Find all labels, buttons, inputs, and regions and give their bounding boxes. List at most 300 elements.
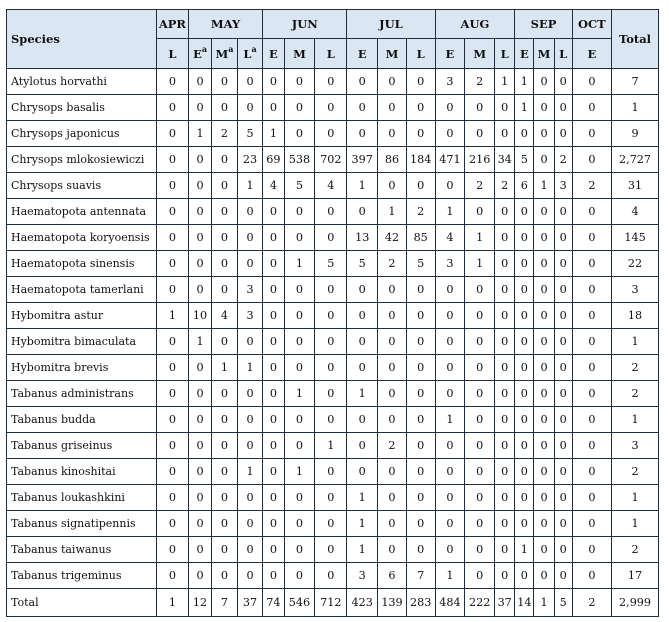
count-cell: 0	[315, 95, 347, 121]
count-cell: 0	[534, 277, 554, 303]
count-cell: 0	[315, 199, 347, 225]
count-cell: 471	[435, 147, 465, 173]
table-row	[7, 485, 659, 511]
count-cell: 0	[495, 433, 515, 459]
count-cell: 1	[347, 485, 378, 511]
count-cell: 0	[406, 69, 435, 95]
count-cell: 0	[465, 381, 495, 407]
row-total: 3	[612, 277, 659, 303]
count-cell: 0	[406, 459, 435, 485]
count-cell: 0	[378, 277, 407, 303]
count-cell: 0	[237, 407, 263, 433]
count-cell: 13	[347, 225, 378, 251]
count-cell: 0	[212, 225, 238, 251]
period-label: E	[269, 46, 278, 61]
count-cell: 0	[554, 537, 572, 563]
count-cell: 0	[315, 225, 347, 251]
count-cell: 0	[534, 147, 554, 173]
column-total-cell: 283	[406, 589, 435, 617]
count-cell: 0	[495, 225, 515, 251]
count-cell: 0	[188, 199, 211, 225]
count-cell: 0	[315, 69, 347, 95]
count-cell: 0	[378, 121, 407, 147]
count-cell: 0	[156, 147, 188, 173]
count-cell: 0	[572, 225, 611, 251]
count-cell: 0	[534, 355, 554, 381]
species-name: Hybomitra brevis	[7, 355, 157, 381]
count-cell: 0	[188, 173, 211, 199]
count-cell: 0	[495, 459, 515, 485]
count-cell: 2	[212, 121, 238, 147]
count-cell: 0	[406, 511, 435, 537]
table-row	[7, 303, 659, 329]
species-name: Tabanus taiwanus	[7, 537, 157, 563]
count-cell: 0	[156, 95, 188, 121]
count-cell: 0	[435, 355, 465, 381]
count-cell: 0	[156, 459, 188, 485]
column-total-cell: 546	[284, 589, 315, 617]
count-cell: 0	[572, 121, 611, 147]
count-cell: 2	[572, 173, 611, 199]
period-label: E	[445, 46, 455, 61]
count-cell: 0	[534, 381, 554, 407]
count-cell: 0	[263, 277, 284, 303]
count-cell: 2	[495, 173, 515, 199]
table-row	[7, 407, 659, 433]
period-label: M	[293, 46, 306, 61]
species-name: Haematopota tamerlani	[7, 277, 157, 303]
count-cell: 0	[263, 329, 284, 355]
count-cell: 0	[406, 381, 435, 407]
count-cell: 3	[554, 173, 572, 199]
count-cell: 0	[435, 485, 465, 511]
count-cell: 0	[212, 199, 238, 225]
count-cell: 0	[156, 537, 188, 563]
count-cell: 0	[572, 355, 611, 381]
table-row	[7, 199, 659, 225]
count-cell: 0	[156, 407, 188, 433]
count-cell: 2	[465, 69, 495, 95]
species-column-header: Species	[7, 10, 157, 69]
species-name: Atylotus horvathi	[7, 69, 157, 95]
count-cell: 0	[465, 511, 495, 537]
period-label: L	[326, 46, 335, 61]
count-cell: 2	[378, 251, 407, 277]
count-cell: 0	[406, 329, 435, 355]
count-cell: 0	[495, 563, 515, 589]
count-cell: 0	[315, 329, 347, 355]
table-container	[6, 9, 659, 613]
count-cell: 1	[435, 199, 465, 225]
count-cell: 0	[378, 95, 407, 121]
column-total-cell: 5	[554, 589, 572, 617]
count-cell: 0	[465, 303, 495, 329]
count-cell: 1	[495, 69, 515, 95]
count-cell: 2	[406, 199, 435, 225]
count-cell: 0	[315, 381, 347, 407]
row-total: 2,727	[612, 147, 659, 173]
count-cell: 0	[515, 381, 534, 407]
count-cell: 0	[284, 485, 315, 511]
species-name: Chrysops suavis	[7, 173, 157, 199]
column-total-cell: 12	[188, 589, 211, 617]
period-header	[435, 39, 465, 69]
period-header	[554, 39, 572, 69]
count-cell: 0	[284, 329, 315, 355]
count-cell: 0	[534, 69, 554, 95]
count-cell: 0	[347, 329, 378, 355]
count-cell: 0	[554, 329, 572, 355]
count-cell: 0	[572, 329, 611, 355]
table-row	[7, 147, 659, 173]
count-cell: 0	[515, 433, 534, 459]
count-cell: 0	[534, 95, 554, 121]
count-cell: 0	[515, 329, 534, 355]
count-cell: 0	[515, 485, 534, 511]
count-cell: 0	[435, 303, 465, 329]
count-cell: 0	[378, 329, 407, 355]
count-cell: 0	[188, 225, 211, 251]
count-cell: 0	[263, 563, 284, 589]
count-cell: 0	[572, 251, 611, 277]
count-cell: 1	[465, 225, 495, 251]
count-cell: 0	[315, 459, 347, 485]
count-cell: 538	[284, 147, 315, 173]
count-cell: 0	[554, 563, 572, 589]
period-header	[347, 39, 378, 69]
species-name: Tabanus kinoshitai	[7, 459, 157, 485]
count-cell: 0	[284, 225, 315, 251]
count-cell: 0	[406, 303, 435, 329]
count-cell: 0	[515, 225, 534, 251]
count-cell: 0	[156, 121, 188, 147]
count-cell: 0	[347, 277, 378, 303]
count-cell: 7	[406, 563, 435, 589]
count-cell: 0	[465, 407, 495, 433]
period-header	[572, 39, 611, 69]
count-cell: 0	[284, 563, 315, 589]
count-cell: 0	[188, 95, 211, 121]
count-cell: 0	[554, 95, 572, 121]
count-cell: 1	[156, 303, 188, 329]
count-cell: 0	[212, 485, 238, 511]
count-cell: 0	[554, 69, 572, 95]
count-cell: 5	[347, 251, 378, 277]
table-row	[7, 277, 659, 303]
row-total: 3	[612, 433, 659, 459]
count-cell: 1	[284, 459, 315, 485]
count-cell: 0	[156, 329, 188, 355]
grand-total: 2,999	[612, 589, 659, 617]
count-cell: 0	[263, 511, 284, 537]
count-cell: 1	[347, 381, 378, 407]
column-total-cell: 37	[495, 589, 515, 617]
column-total-cell: 484	[435, 589, 465, 617]
row-total: 1	[612, 485, 659, 511]
count-cell: 3	[237, 277, 263, 303]
column-total-cell: 1	[534, 589, 554, 617]
count-cell: 0	[263, 199, 284, 225]
count-cell: 0	[572, 199, 611, 225]
count-cell: 0	[156, 433, 188, 459]
count-cell: 0	[188, 407, 211, 433]
count-cell: 0	[212, 563, 238, 589]
count-cell: 0	[188, 147, 211, 173]
month-header-aug: AUG	[435, 10, 515, 39]
count-cell: 0	[156, 381, 188, 407]
count-cell: 0	[534, 433, 554, 459]
count-cell: 0	[572, 563, 611, 589]
count-cell: 0	[188, 485, 211, 511]
count-cell: 0	[284, 121, 315, 147]
period-label: E	[519, 46, 529, 61]
count-cell: 0	[237, 225, 263, 251]
count-cell: 0	[554, 355, 572, 381]
species-name: Chrysops basalis	[7, 95, 157, 121]
species-name: Tabanus griseinus	[7, 433, 157, 459]
row-total: 7	[612, 69, 659, 95]
count-cell: 0	[315, 303, 347, 329]
table-body	[7, 69, 659, 617]
count-cell: 0	[156, 173, 188, 199]
count-cell: 0	[378, 511, 407, 537]
count-cell: 0	[156, 199, 188, 225]
count-cell: 0	[554, 277, 572, 303]
table-row	[7, 459, 659, 485]
count-cell: 0	[435, 511, 465, 537]
count-cell: 34	[495, 147, 515, 173]
count-cell: 0	[284, 277, 315, 303]
total-row	[7, 589, 659, 617]
count-cell: 0	[156, 355, 188, 381]
count-cell: 0	[554, 511, 572, 537]
column-total-cell: 712	[315, 589, 347, 617]
count-cell: 0	[212, 69, 238, 95]
period-header	[534, 39, 554, 69]
count-cell: 0	[284, 303, 315, 329]
count-cell: 0	[284, 511, 315, 537]
count-cell: 5	[315, 251, 347, 277]
count-cell: 0	[263, 251, 284, 277]
species-name: Chrysops mlokosiewiczi	[7, 147, 157, 173]
period-header	[237, 39, 263, 69]
count-cell: 0	[534, 407, 554, 433]
column-total-cell: 14	[515, 589, 534, 617]
count-cell: 0	[237, 251, 263, 277]
row-total: 2	[612, 537, 659, 563]
count-cell: 1	[347, 173, 378, 199]
count-cell: 0	[572, 381, 611, 407]
count-cell: 0	[465, 537, 495, 563]
count-cell: 0	[347, 69, 378, 95]
count-cell: 0	[156, 485, 188, 511]
count-cell: 0	[237, 563, 263, 589]
count-cell: 0	[284, 69, 315, 95]
count-cell: 6	[378, 563, 407, 589]
count-cell: 4	[212, 303, 238, 329]
count-cell: 0	[263, 69, 284, 95]
count-cell: 0	[212, 277, 238, 303]
period-header	[378, 39, 407, 69]
count-cell: 0	[534, 251, 554, 277]
count-cell: 0	[554, 407, 572, 433]
row-total: 145	[612, 225, 659, 251]
count-cell: 6	[515, 173, 534, 199]
count-cell: 0	[315, 563, 347, 589]
row-total: 22	[612, 251, 659, 277]
count-cell: 0	[263, 537, 284, 563]
count-cell: 1	[188, 329, 211, 355]
count-cell: 0	[495, 381, 515, 407]
count-cell: 0	[572, 277, 611, 303]
count-cell: 0	[435, 381, 465, 407]
count-cell: 0	[347, 121, 378, 147]
count-cell: 0	[435, 95, 465, 121]
total-column-header: Total	[612, 10, 659, 69]
count-cell: 0	[237, 485, 263, 511]
period-label: E	[357, 46, 367, 61]
row-total: 1	[612, 95, 659, 121]
period-footnote-marker: a	[201, 43, 208, 54]
count-cell: 0	[263, 381, 284, 407]
count-cell: 0	[263, 95, 284, 121]
count-cell: 0	[378, 69, 407, 95]
count-cell: 0	[237, 69, 263, 95]
count-cell: 0	[237, 537, 263, 563]
count-cell: 0	[495, 121, 515, 147]
count-cell: 0	[534, 485, 554, 511]
count-cell: 0	[572, 95, 611, 121]
count-cell: 0	[212, 537, 238, 563]
table-row	[7, 121, 659, 147]
column-total-cell: 7	[212, 589, 238, 617]
count-cell: 3	[435, 69, 465, 95]
row-total: 1	[612, 511, 659, 537]
count-cell: 0	[465, 433, 495, 459]
period-label: L	[243, 46, 252, 61]
count-cell: 0	[315, 537, 347, 563]
count-cell: 0	[347, 459, 378, 485]
column-total-cell: 1	[156, 589, 188, 617]
count-cell: 0	[263, 303, 284, 329]
count-cell: 0	[572, 407, 611, 433]
count-cell: 0	[263, 485, 284, 511]
count-cell: 0	[495, 303, 515, 329]
count-cell: 702	[315, 147, 347, 173]
species-name: Haematopota antennata	[7, 199, 157, 225]
count-cell: 0	[188, 537, 211, 563]
count-cell: 0	[435, 537, 465, 563]
count-cell: 0	[347, 95, 378, 121]
count-cell: 0	[554, 303, 572, 329]
month-header-may: MAY	[188, 10, 262, 39]
count-cell: 0	[378, 173, 407, 199]
count-cell: 0	[534, 303, 554, 329]
count-cell: 0	[495, 199, 515, 225]
count-cell: 0	[237, 381, 263, 407]
count-cell: 0	[572, 511, 611, 537]
count-cell: 0	[406, 173, 435, 199]
species-name: Tabanus administrans	[7, 381, 157, 407]
column-total-cell: 423	[347, 589, 378, 617]
count-cell: 0	[212, 329, 238, 355]
period-label: E	[587, 46, 597, 61]
count-cell: 0	[284, 199, 315, 225]
count-cell: 1	[284, 381, 315, 407]
count-cell: 0	[284, 355, 315, 381]
count-cell: 0	[572, 433, 611, 459]
count-cell: 2	[465, 173, 495, 199]
count-cell: 184	[406, 147, 435, 173]
count-cell: 0	[495, 329, 515, 355]
count-cell: 0	[212, 511, 238, 537]
count-cell: 4	[315, 173, 347, 199]
row-total: 2	[612, 381, 659, 407]
species-name: Tabanus loukashkini	[7, 485, 157, 511]
count-cell: 0	[495, 511, 515, 537]
count-cell: 0	[465, 277, 495, 303]
count-cell: 1	[347, 537, 378, 563]
count-cell: 0	[435, 173, 465, 199]
count-cell: 0	[435, 459, 465, 485]
species-name: Tabanus signatipennis	[7, 511, 157, 537]
table-row	[7, 381, 659, 407]
count-cell: 0	[212, 95, 238, 121]
count-cell: 0	[406, 95, 435, 121]
count-cell: 0	[465, 459, 495, 485]
count-cell: 0	[188, 563, 211, 589]
count-cell: 1	[435, 563, 465, 589]
period-header	[212, 39, 238, 69]
count-cell: 0	[554, 485, 572, 511]
count-cell: 0	[554, 433, 572, 459]
count-cell: 0	[515, 459, 534, 485]
count-cell: 0	[188, 69, 211, 95]
count-cell: 0	[156, 511, 188, 537]
table-header	[7, 10, 659, 69]
count-cell: 0	[237, 329, 263, 355]
count-cell: 0	[435, 329, 465, 355]
count-cell: 1	[315, 433, 347, 459]
count-cell: 0	[495, 485, 515, 511]
count-cell: 0	[465, 199, 495, 225]
count-cell: 5	[237, 121, 263, 147]
period-header	[515, 39, 534, 69]
count-cell: 0	[315, 277, 347, 303]
count-cell: 0	[572, 485, 611, 511]
count-cell: 0	[572, 303, 611, 329]
count-cell: 0	[435, 277, 465, 303]
count-cell: 0	[315, 355, 347, 381]
count-cell: 2	[378, 433, 407, 459]
row-total: 1	[612, 407, 659, 433]
count-cell: 0	[284, 407, 315, 433]
count-cell: 1	[188, 121, 211, 147]
count-cell: 0	[554, 381, 572, 407]
count-cell: 0	[315, 121, 347, 147]
month-header-sep: SEP	[515, 10, 572, 39]
count-cell: 1	[237, 459, 263, 485]
period-label: L	[500, 46, 509, 61]
count-cell: 1	[515, 69, 534, 95]
count-cell: 5	[406, 251, 435, 277]
count-cell: 0	[237, 511, 263, 537]
count-cell: 1	[284, 251, 315, 277]
period-header	[495, 39, 515, 69]
count-cell: 0	[212, 433, 238, 459]
count-cell: 0	[263, 459, 284, 485]
count-cell: 0	[378, 459, 407, 485]
